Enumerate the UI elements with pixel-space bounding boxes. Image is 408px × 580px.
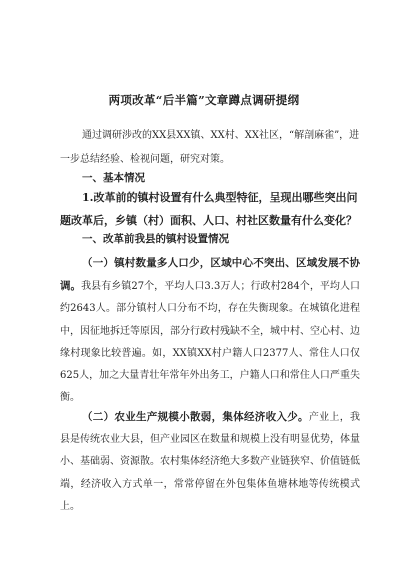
paragraph-lead: （二）农业生产规模小散弱，集体经济收入少。 [82,411,309,423]
document-title: 两项改革“后半篇”文章蹲点调研提纲 [108,93,300,107]
paragraph-body: 我县有乡镇27个，平均人口3.3万人；行政村284个，平均人口约2643人。部分镇村人口分布不均，存在失衡现象。在城镇化进程中，因征地拆迁等原因，部分行政村残缺不全，城中村、空心村、边缘村现象比较普遍。如，XX镇XX村户籍人口2377人、常住人口仅625人，加之大量青壮年常年外出务工，户籍人口和常住人口严重失衡。 [60,281,361,404]
subsection-heading: 一、改革前我县的镇村设置情况 [82,233,229,245]
body-paragraph [60,252,360,409]
body-paragraph [60,406,360,518]
question-heading: 1.改革前的镇村设置有什么典型特征，呈现出哪些突出问题改革后，乡镇（村）面积、人口、村社区数量有什么变化？ [60,191,358,227]
paragraph-lead: （一）镇村数量多人口少，区域中心不突出、区域发展不协调。 [60,257,360,293]
paragraph-body: 产业上，我县是传统农业大县，但产业园区在数量和规模上没有明显优势，体量小、基础弱、资源散。农村集体经济绝大多数产业链狭窄、价值链低端，经济收入方式单一，常常停留在外包集体鱼塘林地等传统模式上。 [60,412,361,512]
intro-paragraph: 通过调研涉改的XX县XX镇、XX村、XX社区，“解剖麻雀”，进一步总结经验、检视问题，研究对策。 [60,130,360,165]
section-heading: 一、基本情况 [82,172,145,184]
